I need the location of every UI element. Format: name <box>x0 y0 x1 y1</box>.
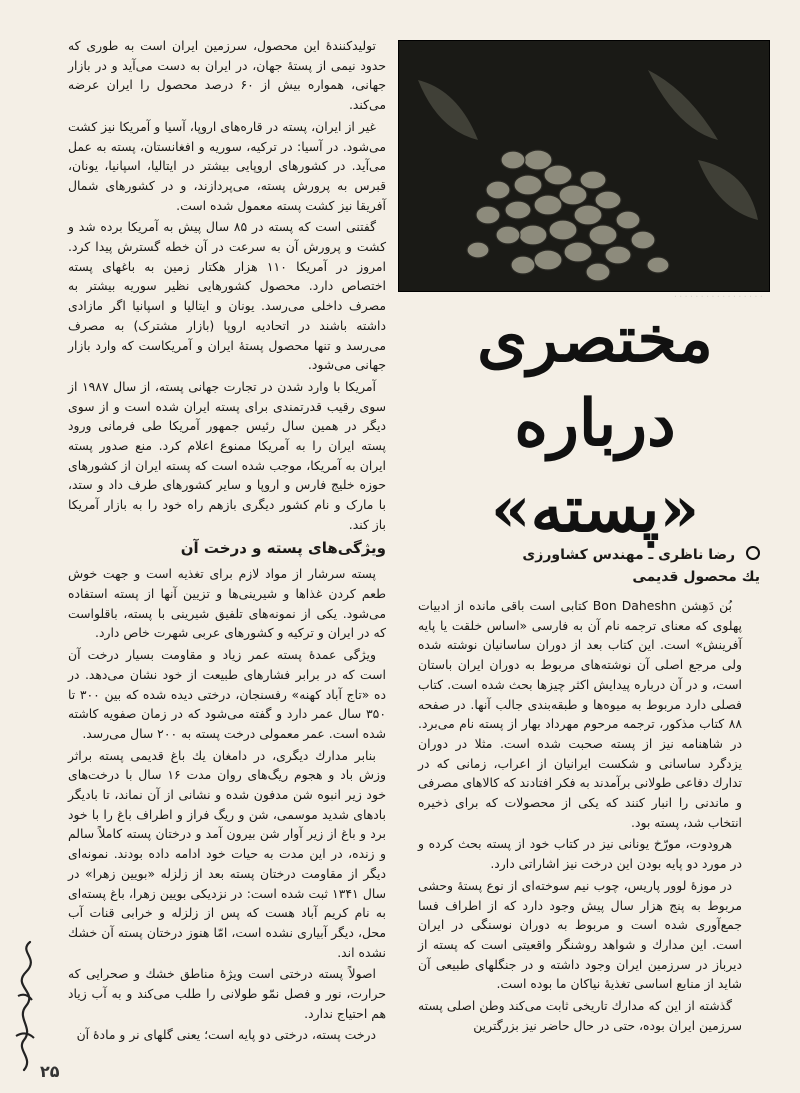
paragraph: درخت پسته، درختی دو پایه است؛ یعنی گلهای نر و مادهٔ آن <box>76 1027 376 1043</box>
background-faded-text: ‏۰۰۰۰۰۰۰۰۰۰۰۰۰۰۰۰۰ <box>672 291 764 302</box>
author-name: رضا ناظری ـ مهندس کشاورزی <box>522 547 736 563</box>
paragraph: بنابر مدارك دیگری، در دامغان یك باغ قدیمی پسته براثر وزش باد و هجوم ریگ‌های روان مدت ۱۶ سال با درخت‌های خود زیر انبوه شن مدفون شده و نشانی از آن نماند، تا بادیگر بادهای شدید موسمی، شن و ریگ فراز و اطراف باغ را با خود برد و باغ از زیر آوار شن بیرون آمد و درختان پسته کاملاً سالم و زنده، در این مدت به حیات خود ادامه داده بودند. نمونه‌ای دیگر از مقاومت درختان پسته بعد از زلزله «بویین زهرا» در سال ۱۳۴۱ ثبت شده است: در نزدیکی بویین زهرا، باغ پسته‌ای به نام کریم آباد هست که پس از زلزله و خرابی قنات آب محل، دیگر آبیاری نشده است، امّا هنوز درختان پسته آن خشك نشده اند. <box>68 747 386 960</box>
right-text-column <box>418 596 742 1061</box>
article-title-line-2: درباره <box>514 386 676 461</box>
pistachio-cluster-photo <box>398 40 770 292</box>
subheading: ویژگی‌های پسته و درخت آن <box>180 538 386 557</box>
author-byline <box>400 546 760 563</box>
paragraph: در موزهٔ لوور پاریس، چوب نیم سوخته‌ای از نوع پستهٔ وحشی مربوط به پنج هزار سال پیش وجود دارد که از اطراف فسا جمع‌آوری شده است و مربوط به دوران نوسنگی در ایران است. این مدارك و شواهد روشنگر واقعیتی است که پسته از دیرباز در سرزمین ایران وجود داشته و در جنگلهای طبیعی آن شاید از منابع اساسی تغذیهٔ نیاکان ما بوده است. <box>418 877 742 992</box>
page-number: ۲۵ <box>40 1062 60 1081</box>
paragraph: هرودوت، مورّخ یونانی نیز در کتاب خود از پسته بحث کرده و در مورد دو پایه بودن این درخت نیز اشاراتی دارد. <box>418 836 742 872</box>
paragraph: اصولاً پسته درختی است ویژهٔ مناطق خشك و صحرایی که حرارت، نور و فصل نمّو طولانی را طلب می‌کند و به آب زیاد هم احتیاج ندارد. <box>68 966 386 1021</box>
paragraph: آمریکا با وارد شدن در تجارت جهانی پسته، از سال ۱۹۸۷ از سوی رقیب قدرتمندی برای پسته ایران شده است و از سوی دیگر در همین سال رئیس جمهور آمریکا طی فرمانی ورود پسته ایران را به آمریکا ممنوع اعلام کرد. منع صدور پسته ایران به آمریکا، موجب شده است که پسته ایران از کشورهای حوزه خلیج فارس و اروپا و سایر کشورهای طرف داد و ستد، با مارک و نام کشور دیگری بازهم راه خود را به بازار آمریکا باز کند. <box>68 378 386 532</box>
paragraph: گذشته از این که مدارك تاریخی ثابت می‌کند وطن اصلی پسته سرزمین ایران بوده، حتی در حال حاضر نیز بزرگترین <box>418 998 742 1033</box>
left-text-column <box>68 36 386 1056</box>
article-title-line-1: مختصری <box>477 302 713 377</box>
paragraph: بُن دَهِشن Bon Daheshn کتابی است باقی مانده از ادبیات پهلوی که معنای ترجمه نام آن به فارسی «اساس خلقت یا پایه آفرینش» است. این کتاب بعد از دوران ساسانیان نوشته شده ولی مرجع اصلی آن نوشته‌های مربوط به دوران ایران باستان است، و در آن درباره پیدایش اکثر چیزها بحث شده است. کتاب فصلی دارد مربوط به میوه‌ها و طبقه‌بندی جالب آنها. در صفحه ۸۸ کتاب مذکور، ترجمه مرحوم مهرداد بهار از پسته نام می‌برد. در شاهنامه نیز از پسته صحبت شده است. مثلا در دوران یزدگرد ساسانی و شکست ایرانیان از اعراب، زمانی که در تدارك دفاعی طولانی برآمدند به فکر افتادند که کالاهای مصرفی و ماندنی را انبار کنند که یکی از محصولات که برای ذخیره انتخاب شد، پسته بود. <box>418 598 742 830</box>
paragraph: غیر از ایران، پسته در قاره‌های اروپا، آسیا و آمریکا نیز کشت می‌شود. در آسیا: در ترکیه، سوریه و افغانستان، پسته به عمل می‌آید. در کشورهای اروپایی بیشتر در ایتالیا، اسپانیا، یونان، قبرس به پرورش پسته، می‌پردازند، و در کشورهای شمال آفریقا نیز کشت پسته معمول شده است. <box>68 118 386 213</box>
paragraph: ویژگی عمدهٔ پسته عمر زیاد و مقاومت بسیار درخت آن است که در برابر فشارهای طبیعت از خود نشان می‌دهد. در ده «تاج آباد کهنه» رفسنجان، درختی دیده شده که بین ۳۰۰ تا ۳۵۰ سال عمر دارد و گفته می‌شود که در زمان صفویه کاشته شده است. عمر معمولی درخت پسته به ۲۰۰ سال می‌رسد. <box>68 647 386 741</box>
bullet-circle-icon <box>746 546 760 560</box>
paragraph: تولیدکنندهٔ این محصول، سرزمین ایران است به طوری که حدود نیمی از پستهٔ جهان، در ایران به دست می‌آید و در بازار جهانی، همواره بیش از ۶۰ درصد محصول را ایران عرضه می‌کند. <box>68 38 387 113</box>
paragraph: پسته سرشار از مواد لازم برای تغذیه است و جهت خوش طعم کردن غذاها و شیرینی‌ها و تزیین آنها از پسته استفاده می‌شود. یکی از نمونه‌های تلفیق شیرینی با پسته، باقلواست که در ایران و ترکیه و کشورهای عربی شهرت خاص دارد. <box>68 566 386 641</box>
paragraph: گفتنی است که پسته در ۸۵ سال پیش به آمریکا برده شد و کشت و پرورش آن به سرعت در آن خطه گسترش پیدا کرد. امروز در آمریکا ۱۱۰ هزار هکتار زمین به باغهای پسته اختصاص دارد. محصول کشورهایی نظیر سوریه بیشتر به مصرف داخلی می‌رسد. یونان و ایتالیا و اسپانیا اگر مازادی داشته باشند در اتحادیه اروپا (بازار مشترک) به مصرف می‌رسد و تنها محصول پستهٔ ایران و آمریکاست که وارد بازار جهانی می‌شود. <box>68 219 387 373</box>
section-heading: يك محصول قديمی <box>632 569 760 585</box>
kerman-signature-logo <box>8 936 44 1086</box>
article-title-line-3: «پسته» <box>490 472 700 547</box>
